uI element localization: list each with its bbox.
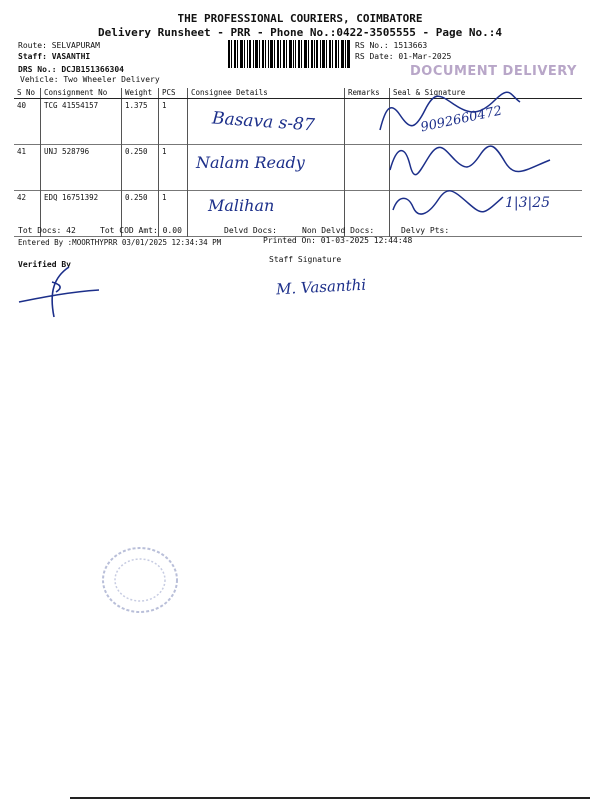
cell-consignment: UNJ 528796	[41, 145, 122, 191]
entered-by: Entered By :MOORTHYPRR 03/01/2025 12:34:34 PM	[18, 238, 222, 247]
handwritten-signature-3	[388, 185, 508, 225]
delivery-points: Delvy Pts:	[401, 226, 450, 235]
cell-consignment: TCG 41554157	[41, 99, 122, 145]
staff-signature-label: Staff Signature	[269, 255, 342, 264]
col-header-weight: Weight	[122, 88, 159, 99]
delivered-docs: Delvd Docs:	[224, 226, 277, 235]
col-header-consignee: Consignee Details	[188, 88, 345, 99]
document-delivery-stamp: DOCUMENT DELIVERY	[410, 64, 577, 79]
handwritten-date: 1|3|25	[505, 195, 551, 211]
printed-on: Printed On: 01-03-2025 12:44:48	[263, 236, 413, 245]
staff-label: Staff: VASANTHI	[18, 52, 91, 61]
col-header-pcs: PCS	[159, 88, 188, 99]
cell-weight: 0.250	[122, 145, 159, 191]
total-cod-amount: Tot COD Amt: 0.00	[100, 226, 182, 235]
cell-sno: 40	[17, 101, 27, 110]
handwritten-consignee-1: Basava s-87	[211, 108, 316, 136]
drs-number: DRS No.: DCJB151366304	[18, 65, 124, 74]
rs-number: RS No.: 1513663	[355, 41, 428, 50]
barcode-image	[228, 40, 350, 68]
col-header-remarks: Remarks	[345, 88, 390, 99]
total-docs: Tot Docs: 42	[18, 226, 76, 235]
round-seal	[100, 545, 180, 615]
staff-handwritten-signature: M. Vasanthi	[275, 275, 367, 299]
vehicle-label: Vehicle: Two Wheeler Delivery	[20, 75, 160, 84]
handwritten-phone: 9092660472	[419, 103, 504, 136]
page-bottom-rule	[70, 797, 590, 799]
non-delivered-docs: Non Delvd Docs:	[302, 226, 375, 235]
cell-weight: 1.375	[122, 99, 159, 145]
verifier-signature	[14, 262, 104, 322]
cell-pcs: 1	[159, 99, 188, 145]
verified-by-label: Verified By	[18, 260, 71, 269]
route-label: Route: SELVAPURAM	[18, 41, 100, 50]
company-title: THE PROFESSIONAL COURIERS, COIMBATORE	[177, 12, 423, 25]
handwritten-signature-2	[385, 140, 555, 180]
cell-remarks	[345, 145, 390, 191]
col-header-sno: S No	[14, 88, 41, 99]
handwritten-consignee-2: Nalam Ready	[196, 153, 305, 172]
cell-pcs: 1	[159, 191, 188, 237]
rs-date: RS Date: 01-Mar-2025	[355, 52, 452, 61]
runsheet-subtitle: Delivery Runsheet - PRR - Phone No.:0422-3505555 - Page No.:4	[98, 26, 502, 39]
handwritten-consignee-3: Malihan	[208, 196, 275, 215]
col-header-signature: Seal & Signature	[390, 88, 583, 99]
cell-sno: 41	[17, 147, 27, 156]
col-header-consignment: Consignment No	[41, 88, 122, 99]
cell-sno: 42	[17, 193, 27, 202]
cell-weight: 0.250	[122, 191, 159, 237]
cell-consignment: EDQ 16751392	[41, 191, 122, 237]
cell-pcs: 1	[159, 145, 188, 191]
